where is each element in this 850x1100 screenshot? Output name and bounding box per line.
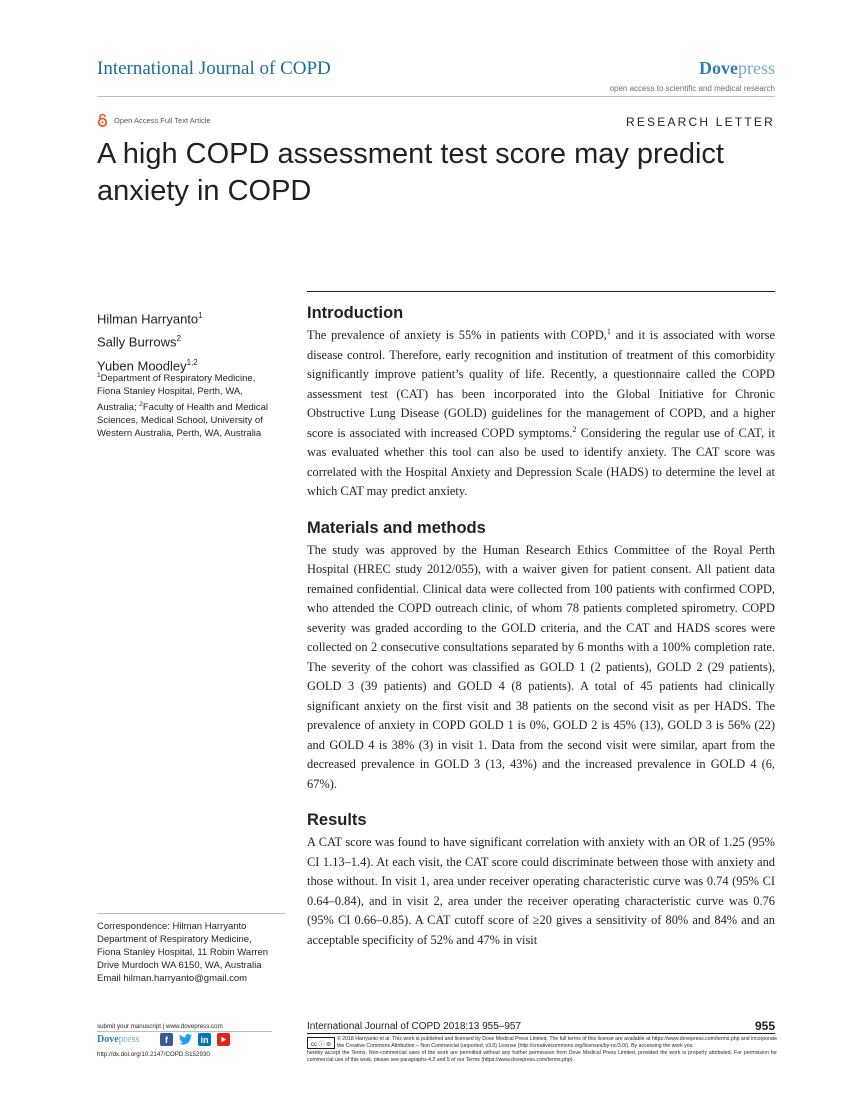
body-top-divider	[307, 291, 775, 292]
correspondence-line: Correspondence: Hilman Harryanto	[97, 921, 247, 932]
social-links	[160, 1033, 230, 1046]
author-list	[97, 306, 203, 376]
submit-manuscript-link[interactable]: submit your manuscript | www.dovepress.com	[97, 1023, 223, 1030]
footer-logo-part1: Dove	[97, 1034, 119, 1045]
header-divider	[97, 96, 775, 97]
article-title: A high COPD assessment test score may predict anxiety in COPD	[97, 138, 724, 207]
creative-commons-icon[interactable]: cc ⓘ ⊜	[307, 1037, 335, 1049]
correspondence	[97, 920, 292, 985]
section-heading-methods: Materials and methods	[307, 518, 486, 537]
footer-left-divider	[97, 1031, 272, 1032]
correspondence-line: Department of Respiratory Medicine,	[97, 934, 252, 945]
article-type: RESEARCH LETTER	[625, 115, 775, 129]
footer-divider	[307, 1033, 775, 1034]
open-access-label: Open Access Full Text Article	[114, 115, 211, 125]
page-number: 955	[754, 1019, 775, 1033]
correspondence-divider	[97, 913, 285, 914]
article-body	[307, 302, 775, 950]
affiliations: $^1$Department of Respiratory Medicine, Fiona Stanley Hospital, Perth, WA, Australia; $^2$Faculty of Health and Medical Sciences, Medical School, University of Western Australia, Perth, WA, Australia	[97, 372, 269, 440]
correspondence-line: Fiona Stanley Hospital, 11 Robin Warren	[97, 947, 269, 958]
license-text-continued: hereby accept the Terms. Non-commercial uses of the work are permitted without any further permission from Dove Medical Press Limited, provided the work is properly attributed. For permission for commercial use of this work, please see paragraphs 4.2 and 5 of our Terms (https://www.dovepress.com/terms.php).	[307, 1050, 777, 1064]
section-heading-results: Results	[307, 811, 367, 829]
citation-line: International Journal of COPD 2018:13 955–957	[307, 1021, 522, 1032]
facebook-icon[interactable]: f	[160, 1033, 173, 1046]
publisher-logo-part2: press	[738, 58, 775, 78]
journal-name[interactable]: International Journal of COPD	[97, 58, 331, 79]
twitter-icon[interactable]	[179, 1033, 192, 1046]
section-heading-introduction: Introduction	[307, 304, 404, 322]
linkedin-icon[interactable]: in	[198, 1033, 211, 1046]
citation-ref[interactable]: 1	[606, 326, 611, 336]
methods-text: The study was approved by the Human Research Ethics Committee of the Royal Perth Hospital (HREC study 2012/055), with a waiver given for patient consent. All patient data remained confidential. Clinical data were collected from 100 patients with confirmed COPD, who attended the COPD outreach clinic, of whom 78 patients completed spirometry. COPD severity was graded according to the GOLD criteria, and the CAT and HADS scores were collected on 2 consecutive consultations separated by 6 months with a 100% completion rate. The severity of the cohort was classified as GOLD 1 (2 patients), GOLD 2 (29 patients), GOLD 3 (39 patients) and GOLD 4 (8 patients). A total of 45 patients had clinically significant anxiety on the first visit and 38 patients on the second visit as per HADS. The prevalence of anxiety in COPD GOLD 1 is 0%, GOLD 2 is 45% (13), GOLD 3 is 56% (22) and GOLD 4 is 38% (3) in visit 1. Data from the second visit were similar, apart from the decreased prevalence in GOLD 3 (13, 43%) and the increased prevalence in GOLD 4 (6, 67%).	[307, 542, 775, 791]
author[interactable]: Sally Burrows$^2$	[97, 334, 181, 350]
publisher-logo-part1: Dove	[699, 58, 738, 78]
publisher-logo[interactable]	[699, 58, 775, 79]
open-access-badge[interactable]	[97, 113, 211, 127]
footer-logo-part2: press	[118, 1034, 140, 1045]
doi-link[interactable]: http://dx.doi.org/10.2147/COPD.S152930	[97, 1051, 210, 1058]
author[interactable]: Hilman Harryanto$^1$	[97, 311, 203, 327]
correspondence-email[interactable]: Email hilman.harryanto@gmail.com	[97, 973, 248, 984]
footer-publisher-logo[interactable]	[97, 1034, 139, 1045]
open-access-lock-icon	[97, 113, 108, 127]
publisher-tagline: open access to scientific and medical research	[609, 84, 775, 93]
correspondence-line: Drive Murdoch WA 6150, WA, Australia	[97, 960, 262, 971]
introduction-text: The prevalence of anxiety is 55% in patients with COPD,$^1$ and it is associated with worse disease control. Therefore, early recognition and institution of treatment of this comorbidity significantly improve patient’s quality of life. Recently, a questionnaire called the COPD assessment test (CAT) has been incorporated into the Global Initiative for Chronic Obstructive Lung Disease (GOLD) guidelines for the management of COPD, and a higher score is associated with increased COPD symptoms.$^2$ Considering the regular use of CAT, it was evaluated whether this tool can also be used to identify anxiety. The CAT score was correlated with the Hospital Anxiety and Depression Scale (HADS) to determine the level at which CAT may predict anxiety.	[307, 326, 776, 498]
license-text: © 2018 Harryanto et al. This work is published and licensed by Dove Medical Press Limited. The full terms of this license are available at https://www.dovepress.com/terms.php and incorporate the Creative Commons Attribution – Non Commercial (unported, v3.0) License (http://creativecommons.org/licenses/by-nc/3.0/). By accessing the work you	[337, 1036, 777, 1050]
youtube-icon[interactable]	[217, 1033, 230, 1046]
author[interactable]: Yuben Moodley$^{1,2}$	[97, 357, 198, 373]
results-text: A CAT score was found to have significant correlation with anxiety with an OR of 1.25 (95% CI 1.13–1.4). At each visit, the CAT score could discriminate between those with anxiety and those without. In visit 1, area under receiver operating characteristic curve was 0.74 (95% CI 0.64–0.84), and in visit 2, area under the receiver operating characteristic curve was 0.76 (95% CI 0.66–0.85). A CAT cutoff score of ≥20 gives a sensitivity of 80% and 84% and an acceptable specificity of 52% and 47% in visit	[307, 835, 775, 947]
citation-ref[interactable]: 2	[572, 424, 577, 434]
